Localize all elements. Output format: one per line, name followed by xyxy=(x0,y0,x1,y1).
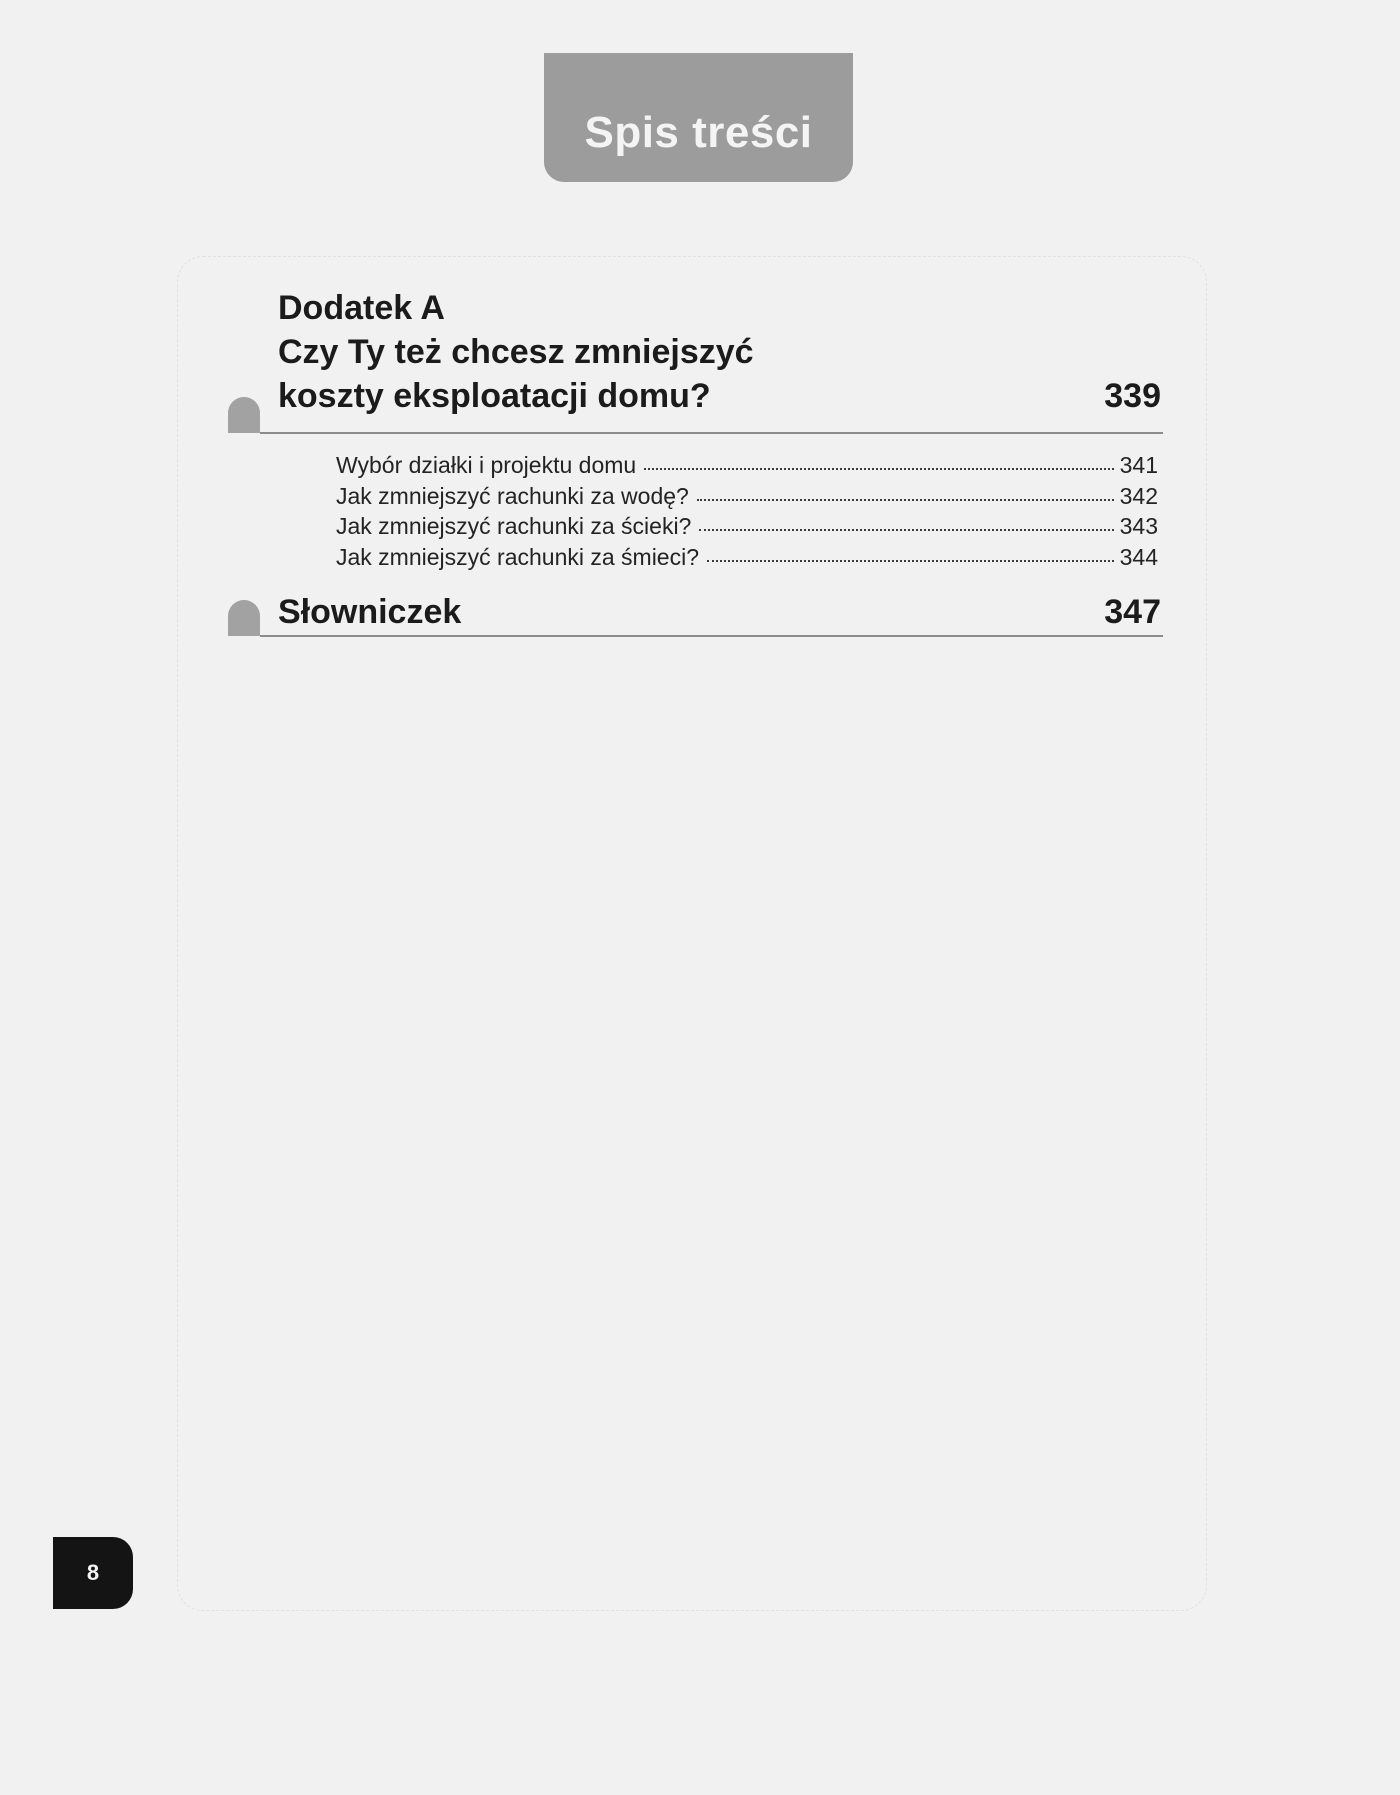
toc-entry[interactable] xyxy=(336,513,1158,544)
chapter-title-line: koszty eksploatacji domu? xyxy=(278,377,711,415)
toc-entry-label: Jak zmniejszyć rachunki za śmieci? xyxy=(336,543,700,570)
dot-leader xyxy=(697,499,1114,501)
toc-entry-page: 343 xyxy=(1119,513,1158,539)
chapter-divider xyxy=(260,432,1163,434)
chapter-title-line: Dodatek A xyxy=(278,289,445,327)
toc-entries xyxy=(336,452,1158,574)
chapter-page-number: 347 xyxy=(1104,593,1161,631)
chapter-title xyxy=(278,590,461,634)
toc-entry-label: Jak zmniejszyć rachunki za ścieki? xyxy=(336,513,692,539)
toc-entry-page: 344 xyxy=(1119,543,1158,570)
chapter-title xyxy=(278,286,754,418)
toc-entry-label: Wybór działki i projektu domu xyxy=(336,452,637,478)
toc-entry-page: 342 xyxy=(1119,482,1158,509)
toc-entry[interactable] xyxy=(336,452,1158,483)
chapter-title-line: Słowniczek xyxy=(278,593,462,631)
page-title: Spis treści xyxy=(584,107,813,157)
dot-leader xyxy=(699,529,1113,531)
chapter-marker-icon xyxy=(228,397,260,433)
toc-chapter-glossary[interactable] xyxy=(226,590,1163,640)
header-tab xyxy=(544,53,853,182)
toc-entry[interactable] xyxy=(336,483,1158,514)
chapter-page-number: 339 xyxy=(1104,377,1161,415)
chapter-marker-icon xyxy=(228,600,260,636)
page-number: 8 xyxy=(86,1560,100,1585)
toc-entry-page: 341 xyxy=(1119,452,1158,478)
chapter-divider xyxy=(260,635,1163,637)
toc-entry-label: Jak zmniejszyć rachunki za wodę? xyxy=(336,482,689,509)
toc-entry[interactable] xyxy=(336,544,1158,575)
page-number-badge xyxy=(53,1537,133,1609)
dot-leader xyxy=(707,560,1114,562)
dot-leader xyxy=(644,468,1113,470)
toc-chapter-appendix-a[interactable] xyxy=(226,286,1163,436)
chapter-title-line: Czy Ty też chcesz zmniejszyć xyxy=(278,333,754,371)
